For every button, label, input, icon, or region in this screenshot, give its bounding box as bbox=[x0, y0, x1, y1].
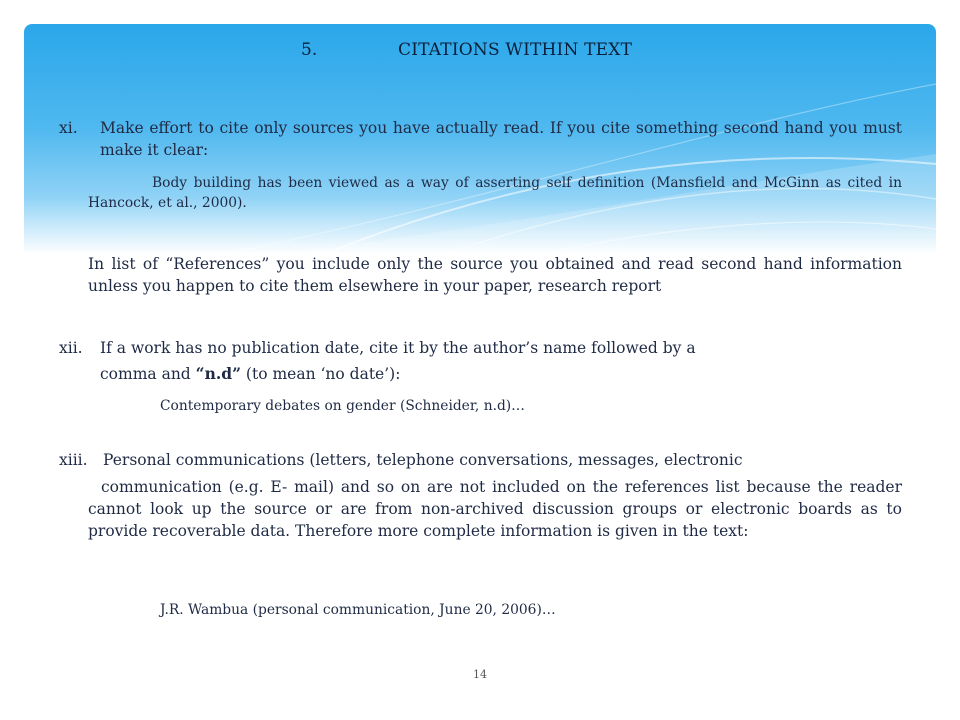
item-xiii-example: J.R. Wambua (personal communication, June 20, 2006)… bbox=[160, 602, 556, 618]
item-marker-xii: xii. bbox=[59, 339, 83, 357]
page-number: 14 bbox=[473, 668, 487, 681]
item-xii-line1: If a work has no publication date, cite it by the author’s name followed by a bbox=[100, 339, 696, 357]
item-xiii-body: communication (e.g. E- mail) and so on are not included on the references list because the reader cannot look up the source or are from non-archived discussion groups or electronic boards as to provide recoverable data. Therefore more complete information is given in the text: bbox=[88, 478, 902, 540]
item-xii-nd-term: “n.d” bbox=[195, 364, 241, 383]
item-xi-note: In list of “References” you include only the source you obtained and read second hand information unless you happen to cite them elsewhere in your paper, research report bbox=[88, 255, 902, 295]
title-text: CITATIONS WITHIN TEXT bbox=[398, 40, 633, 60]
item-marker-xiii: xiii. bbox=[59, 451, 88, 469]
item-xi-text: Make effort to cite only sources you have actually read. If you cite something second hand you must make it clear: bbox=[100, 119, 902, 159]
item-xii-line2-post: (to mean ‘no date’): bbox=[241, 365, 401, 383]
item-xii-line2 bbox=[100, 363, 902, 385]
item-xiii-line1: Personal communications (letters, telephone conversations, messages, electronic bbox=[103, 451, 743, 469]
item-xi-quote: Body building has been viewed as a way of asserting self definition (Mansfield and McGinn as cited in Hancock, et al., 2000). bbox=[88, 175, 902, 211]
title-number: 5. bbox=[301, 40, 318, 60]
item-marker-xi: xi. bbox=[59, 119, 78, 137]
item-xii-line2-pre: comma and bbox=[100, 365, 196, 383]
item-xii-example: Contemporary debates on gender (Schneider, n.d)… bbox=[160, 398, 525, 414]
